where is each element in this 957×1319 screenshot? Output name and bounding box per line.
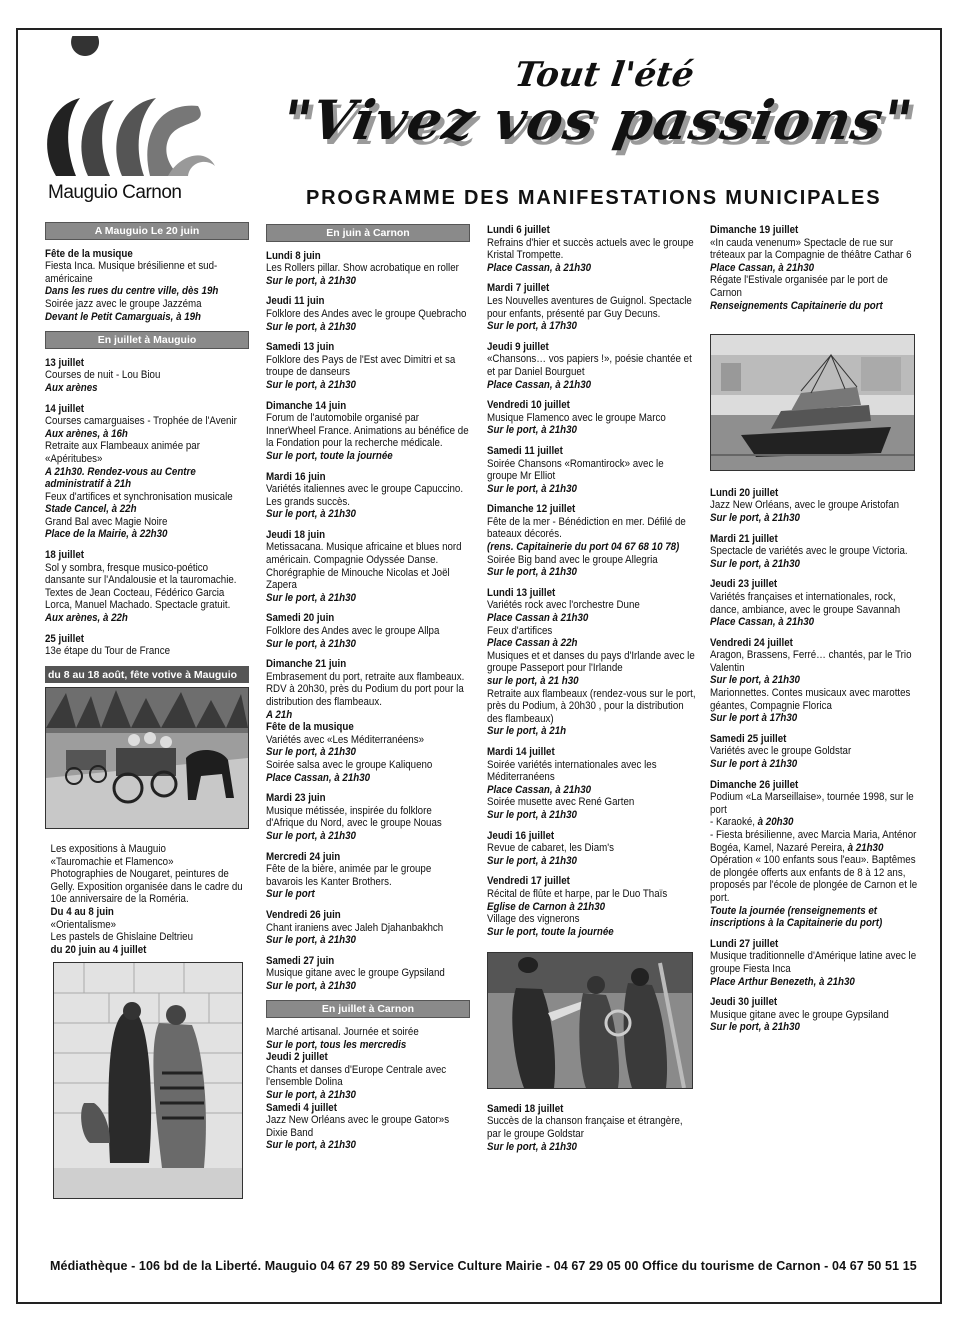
event-14-juillet: 14 juillet Courses camarguaises - Trophée de l'Avenir Aux arènes, à 16h Retraite aux Flambeaux animée par «Apéritubes» A 21h30. Rendez-vous au Centre administratif à 21h Feux d'artifices et synchronisation musicale Stade Cancel, à 22h Grand Bal avec Magie Noire Place de la Mairie, à 22h30 <box>45 402 237 541</box>
column-1 <box>45 222 249 1213</box>
event-vendredi-17-juillet: Vendredi 17 juillet Récital de flûte et harpe, par le Duo Thaïs Eglise de Carnon à 21h30 Village des vignerons Sur le port, toute la journée <box>487 875 668 938</box>
event-samedi-18-juillet: Samedi 18 juillet Succès de la chanson française et étrangère, par le groupe Goldstar Sur le port, à 21h30 <box>487 1102 683 1153</box>
column-2 <box>266 224 470 1160</box>
event-dimanche-19-juillet: Dimanche 19 juillet «In cauda venenum» Spectacle de rue sur tréteaux par la Compagnie de théâtre Cathar 6 Place Cassan, à 21h30 Régate l'Estivale organisée par le port de Carnon Renseignements Capitainerie du port <box>710 224 912 312</box>
event-jeudi-23-juillet: Jeudi 23 juillet Variétés françaises et internationales, rock, dance, ambiance, avec le groupe Savannah Place Cassan, à 21h30 <box>710 578 901 629</box>
title-programme: PROGRAMME DES MANIFESTATIONS MUNICIPALES <box>306 187 882 209</box>
event-mardi-16-juin: Mardi 16 juin Variétés italiennes avec le groupe Capuccino. Les grands succès. Sur le port, à 21h30 <box>266 470 464 521</box>
column-4 <box>710 224 920 1042</box>
event-samedi-13-juin: Samedi 13 juin Folklore des Pays de l'Est avec Dimitri et sa troupe de danseurs Sur le port, à 21h30 <box>266 341 456 391</box>
event-dimanche-26-juillet: Dimanche 26 juillet Podium «La Marseillaise», tournée 1998, sur le port - Karaoké, à 20h30 - Fiesta brésilienne, avec Marcia Maria, Anténor Bogéa, Kamel, Nazaré Pereira, à 21h30 Opération « 100 enfants sous l'eau». Baptêmes de plongée offerts aux enfants de 8 à 12 ans, proposés par l'école de plongée de Carnon et le port. Toute la journée (renseignements et inscriptions à la Capitainerie du port) <box>710 778 918 930</box>
event-jeudi-18-juin: Jeudi 18 juin Metissacana. Musique africaine et blues nord américain. Compagnie Odyssée Danse. Chorégraphie de Minouche Nicolas et Joël Zapera Sur le port, à 21h30 <box>266 528 462 604</box>
event-dimanche-14-juin: Dimanche 14 juin Forum de l'automobile organisé par InnerWheel France. Animations au bénéfice de la Fondation pour la recherche médicale. Sur le port, toute la journée <box>266 399 469 462</box>
column-3 <box>487 224 697 1161</box>
event-lundi-6-juillet: Lundi 6 juillet Refrains d'hier et succès actuels avec le groupe Kristal Trompette. Place Cassan, à 21h30 <box>487 224 694 274</box>
band-juin-carnon: En juin à Carnon <box>266 224 470 242</box>
event-samedi-27-juin: Samedi 27 juin Musique gitane avec le groupe Gypsiland Sur le port, à 21h30 <box>266 954 445 992</box>
photo-band-musicians <box>487 952 693 1089</box>
event-dimanche-21-juin: Dimanche 21 juin Embrasement du port, retraite aux flambeaux. RDV à 20h30, près du Podium du port pour la distribution des flambeaux. A 21h Fête de la musique Variétés avec «Les Méditerranéens» Sur le port, à 21h30 Soirée salsa avec le groupe Kaliqueno Place Cassan, à 21h30 <box>266 658 465 784</box>
event-13-juillet: 13 juillet Courses de nuit - Lou Biou Aux arènes <box>45 356 161 394</box>
event-jeudi-9-juillet: Jeudi 9 juillet «Chansons… vos papiers !», poésie chantée et et par Daniel Bourguet Place Cassan, à 21h30 <box>487 340 692 391</box>
event-marche-artisanal: Marché artisanal. Journée et soirée Sur le port, tous les mercredis <box>266 1026 419 1051</box>
event-vendredi-10-juillet: Vendredi 10 juillet Musique Flamenco avec le groupe Marco Sur le port, à 21h30 <box>487 399 666 437</box>
photo-boat-harbour <box>710 334 915 471</box>
event-vendredi-26-juin: Vendredi 26 juin Chant iraniens avec Jaleh Djahanbakhch Sur le port, à 21h30 <box>266 908 444 947</box>
event-mardi-23-juin: Mardi 23 juin Musique métissée, inspirée du folklore d'Afrique du Nord, avec le groupe Nouas Sur le port, à 21h30 <box>266 792 442 842</box>
event-jeudi-11-juin: Jeudi 11 juin Folklore des Andes avec le groupe Quebracho Sur le port, à 21h30 <box>266 295 467 333</box>
event-lundi-27-juillet: Lundi 27 juillet Musique traditionnelle d'Amérique latine avec le groupe Fiesta Inca Place Arthur Benezeth, à 21h30 <box>710 937 917 988</box>
photo-orientalism-pastel <box>53 962 243 1199</box>
band-juillet-mauguio: En juillet à Mauguio <box>45 331 249 349</box>
title-tout-l-ete: Tout l'été <box>512 55 697 95</box>
event-jeudi-16-juillet: Jeudi 16 juillet Revue de cabaret, les Diam's Sur le port, à 21h30 <box>487 829 615 867</box>
logo-name: Mauguio Carnon <box>48 182 182 203</box>
event-lundi-8-juin: Lundi 8 juin Les Rollers pillar. Show acrobatique en roller Sur le port, à 21h30 <box>266 249 459 287</box>
event-jeudi-2-juillet: Jeudi 2 juillet Chants et danses d'Europe Centrale avec l'ensemble Dolina Sur le port, à 21h30 <box>266 1051 447 1102</box>
band-mauguio-20-juin: A Mauguio Le 20 juin <box>45 222 249 240</box>
band-juillet-carnon: En juillet à Carnon <box>266 1000 470 1018</box>
event-25-juillet: 25 juillet 13e étape du Tour de France <box>45 632 170 658</box>
event-jeudi-30-juillet: Jeudi 30 juillet Musique gitane avec le groupe Gypsiland Sur le port, à 21h30 <box>710 996 889 1034</box>
event-vendredi-24-juillet: Vendredi 24 juillet Aragon, Brassens, Ferré… chantés, par le Trio Valentin Sur le port, à 21h30 Marionnettes. Contes musicaux avec marottes géantes, Compagnie Florica Sur le port à 17h30 <box>710 636 912 725</box>
event-mardi-21-juillet: Mardi 21 juillet Spectacle de variétés avec le groupe Victoria. Sur le port, à 21h30 <box>710 532 908 570</box>
event-dimanche-12-juillet: Dimanche 12 juillet Fête de la mer - Bénédiction en mer. Défilé de bateaux décorés. (rens. Capitainerie du port 04 67 68 10 78) Soirée Big band avec le groupe Allegria Sur le port, à 21h30 <box>487 503 686 579</box>
event-mardi-7-juillet: Mardi 7 juillet Les Nouvelles aventures de Guignol. Spectacle pour enfants, présenté par Guy Decuns. Sur le port, à 17h30 <box>487 282 692 333</box>
footer-contacts: Médiathèque - 106 bd de la Liberté. Mauguio 04 67 29 50 89 Service Culture Mairie - 04 67 29 05 00 Office du tourisme de Carnon - 04 67 50 51 15 <box>50 1259 917 1273</box>
mauguio-carnon-logo <box>30 36 220 186</box>
event-fete-musique: Fête de la musique Fiesta Inca. Musique brésilienne et sud-américaine Dans les rues du centre ville, dès 19h Soirée jazz avec le groupe Jazzéma Devant le Petit Camarguais, à 19h <box>45 247 219 323</box>
event-mardi-14-juillet: Mardi 14 juillet Soirée variétés internationales avec les Méditerranéens Place Cassan, à 21h30 Soirée musette avec René Garten Sur le port, à 21h30 <box>487 745 657 821</box>
event-18-juillet: 18 juillet Sol y sombra, fresque musico-poético dansante sur l'Andalousie et la tauromachie. Textes de Jean Cocteau, Fédérico Garcia Lorca, Manuel Machado. Spectacle gratuit. Aux arènes, à 22h <box>45 549 237 625</box>
title-vivez-vos-passions: "Vivez vos passions" <box>277 88 918 152</box>
event-lundi-13-juillet: Lundi 13 juillet Variétés rock avec l'orchestre Dune Place Cassan à 21h30 Feux d'artifices Place Cassan à 22h Musiques et et danses du pays d'Irlande avec le groupe Passeport pour l'Irlande sur le port, à 21 h30 Retraite aux flambeaux (rendez-vous sur le port, près du Podium, à 20h30 , pour la distribution des flambeaux) Sur le port, à 21h <box>487 586 696 738</box>
event-samedi-25-juillet: Samedi 25 juillet Variétés avec le groupe Goldstar Sur le port à 21h30 <box>710 732 852 771</box>
event-expositions: Les expositions à Mauguio «Tauromachie et Flamenco» Photographies de Nougaret, peintures de Gelly. Exposition organisée dans le cadre du 10e anniversaire de la Roméria. Du 4 au 8 juin «Orientalisme» Les pastels de Ghislaine Deltrieu du 20 juin au 4 juillet <box>50 843 243 956</box>
event-lundi-20-juillet: Lundi 20 juillet Jazz New Orléans, avec le groupe Aristofan Sur le port, à 21h30 <box>710 486 900 524</box>
event-mercredi-24-juin: Mercredi 24 juin Fête de la bière, animée par le groupe bavarois les Kanter Brothers. Sur le port <box>266 850 432 901</box>
event-samedi-4-juillet: Samedi 4 juillet Jazz New Orléans avec le groupe Gator»s Dixie Band Sur le port, à 21h30 <box>266 1101 450 1152</box>
band-fete-votive: du 8 au 18 août, fête votive à Mauguio <box>45 666 249 684</box>
photo-horse-carriage <box>45 687 249 829</box>
event-samedi-11-juillet: Samedi 11 juillet Soirée Chansons «Romantirock» avec le groupe Mr Elliot Sur le port, à 21h30 <box>487 444 664 495</box>
event-samedi-20-juin: Samedi 20 juin Folklore des Andes avec le groupe Allpa Sur le port, à 21h30 <box>266 612 440 650</box>
